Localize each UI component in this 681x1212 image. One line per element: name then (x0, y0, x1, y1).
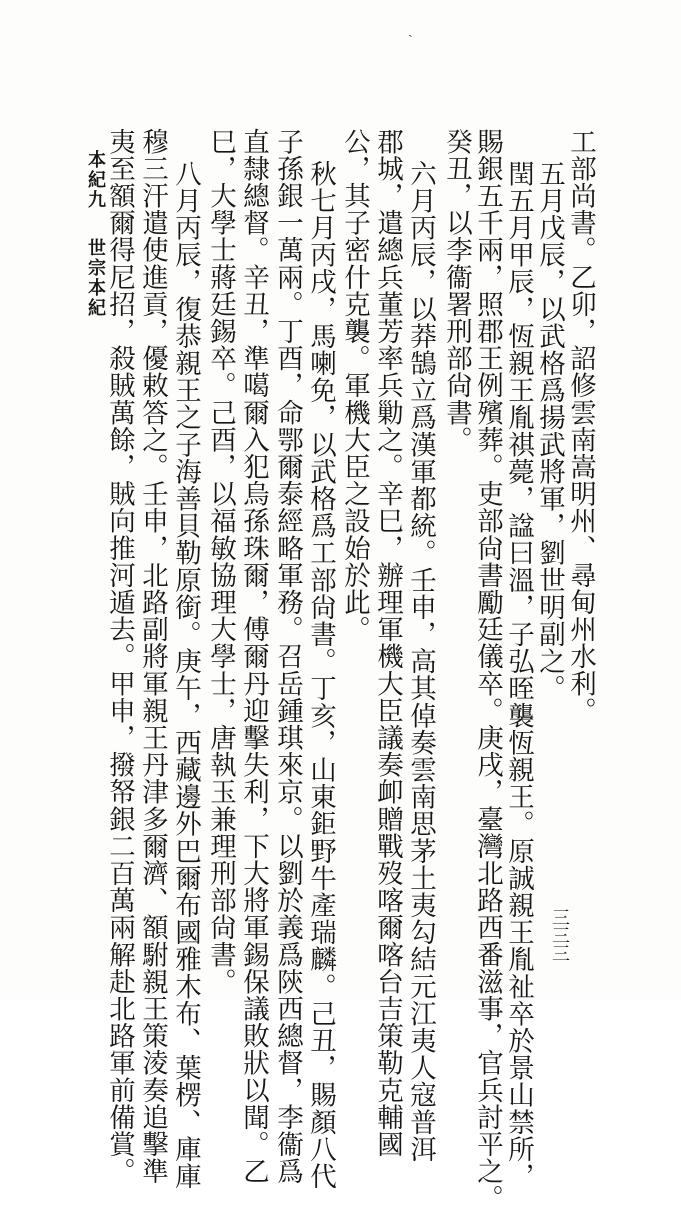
text-column-13: 八月丙辰，復恭親王之子海善貝勒原銜。庚午，西藏邊外巴爾布國雅木布、葉楞、庫庫 (170, 160, 201, 1190)
text-column-7: 郡城，遣總兵董芳率兵勦之。辛巳，辦理軍機大臣議奏卹贈戰歿喀爾喀台吉策勒克輔國 (372, 128, 403, 1158)
text-column-10: 子孫銀一萬兩。丁酉，命鄂爾泰經略軍務。召岳鍾琪來京。以劉於義爲陝西總督，李衞爲 (272, 128, 303, 1185)
running-header-section: 本紀九 (85, 150, 106, 210)
text-column-5: 癸丑，以李衞署刑部尙書。 (441, 128, 472, 454)
text-column-2: 五月戊辰，以武格爲揚武將軍，劉世明副之。 (534, 160, 565, 702)
scan-mark: ˏ (408, 22, 413, 38)
text-column-14: 穆三汗遣使進貢，優敕答之。壬申，北路副將軍親王丹津多爾濟、額駙親王策淩奏追擊準 (137, 128, 168, 1185)
page-number: 三三三 (549, 908, 570, 962)
text-column-1: 工部尚書。乙卯，詔修雲南嵩明州、尋甸州水利。 (565, 128, 596, 725)
text-column-11: 直隸總督。辛丑，準噶爾入犯烏孫珠爾，傅爾丹迎擊失利，下大將軍錫保議敗狀以聞。乙 (238, 128, 269, 1185)
text-column-15: 夷至額爾得尼招，殺賊萬餘，賊向推河遁去。甲申，撥帑銀二百萬兩解赴北路軍前備賞。 (104, 128, 135, 1185)
text-column-8: 公，其子密什克襲。軍機大臣之設始於此。 (339, 128, 370, 643)
text-column-6: 六月丙辰，以莽鵠立爲漢軍都統。壬申，高其倬奏雲南思茅土夷勾結元江夷人寇普洱 (405, 160, 436, 1163)
text-column-3: 閏五月甲辰，恆親王胤祺薨，諡曰溫，子弘晊襲恆親王。原誠親王胤祉卒於景山禁所， (503, 160, 534, 1190)
text-column-12: 巳，大學士蔣廷錫卒。己酉，以福敏協理大學士，唐執玉兼理刑部尙書。 (205, 128, 236, 996)
text-column-4: 賜銀五千兩，照郡王例殯葬。吏部尙書勵廷儀卒。庚戌，臺灣北路西番滋事，官兵討平之。 (472, 128, 503, 1212)
running-header-title: 世宗本紀 (85, 238, 106, 318)
text-column-9: 秋七月丙戌，馬喇免，以武格爲工部尙書。丁亥，山東鉅野牛產瑞麟。己丑，賜顏八代 (305, 160, 336, 1190)
